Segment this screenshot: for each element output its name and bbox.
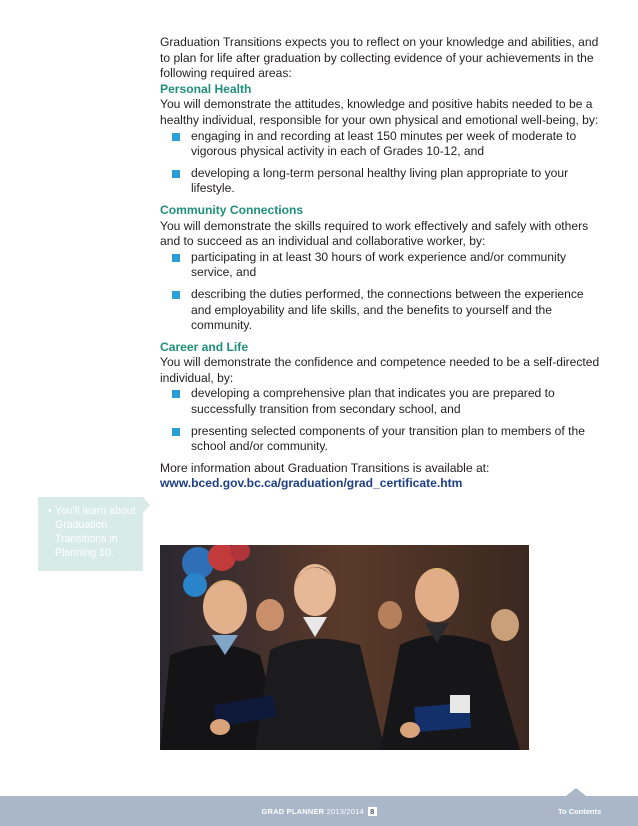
list-item [172, 129, 605, 160]
footer-tab-icon [566, 788, 586, 796]
sidebar-note-text: You'll learn about Graduation Transitions in Planning 10. [55, 505, 136, 559]
list-item [172, 250, 605, 281]
list-item-text: participating in at least 30 hours of work experience and/or community service, and [191, 249, 567, 280]
sidebar-note [38, 497, 143, 571]
square-bullet-icon [172, 170, 180, 178]
square-bullet-icon [172, 133, 180, 141]
more-info-text: More information about Graduation Transitions is available at: [160, 460, 490, 475]
section-personal-health [160, 82, 605, 197]
page-number: 8 [370, 807, 375, 816]
section-paragraph: You will demonstrate the skills required to work effectively and safely with others and to succeed as an individual and collaborative worker, by: [160, 218, 589, 249]
graduates-photo-illustration [160, 545, 529, 750]
section-heading: Community Connections [160, 202, 304, 217]
section-heading: Personal Health [160, 81, 252, 96]
list-item-text: presenting selected components of your transition plan to members of the school and/or community. [191, 423, 585, 454]
list-item [172, 386, 605, 417]
footer-year: 2013/2014 [326, 807, 364, 816]
graduates-photo [160, 545, 529, 750]
square-bullet-icon [172, 390, 180, 398]
list-item-text: describing the duties performed, the connections between the experience and employability and life skills, and the benefits to yourself and the community. [191, 286, 584, 333]
list-item-text: engaging in and recording at least 150 minutes per week of moderate to vigorous physical activity in each of Grades 10-12, and [191, 128, 577, 159]
list-item-text: developing a comprehensive plan that indicates you are prepared to successfully transition from secondary school, and [191, 386, 555, 417]
list-item [172, 166, 605, 197]
list-item-text: developing a long-term personal healthy living plan appropriate to your lifestyle. [191, 165, 569, 196]
section-heading: Career and Life [160, 339, 249, 354]
square-bullet-icon [172, 291, 180, 299]
section-paragraph: You will demonstrate the attitudes, knowledge and positive habits needed to be a healthy individual, responsible for your own physical and emotional well-being, by: [160, 97, 599, 127]
section-paragraph: You will demonstrate the confidence and competence needed to be a self-directed individual, by: [160, 355, 600, 385]
bullet-list [172, 250, 605, 334]
sidebar-pointer [143, 497, 150, 513]
to-contents-link[interactable]: To Contents [558, 807, 602, 816]
list-item [172, 424, 605, 455]
intro-paragraph: Graduation Transitions expects you to reflect on your knowledge and abilities, and to plan for life after graduation by collecting evidence of your achievements in the following required areas: [160, 35, 599, 81]
square-bullet-icon [172, 254, 180, 262]
footer-page-label [0, 807, 638, 816]
bullet-dot-icon: • [48, 505, 52, 517]
footer-title: GRAD PLANNER [261, 807, 325, 816]
section-career-and-life [160, 340, 605, 455]
section-community-connections [160, 203, 605, 334]
sidebar-note-item [48, 504, 137, 560]
list-item [172, 287, 605, 334]
grad-certificate-link[interactable]: www.bced.gov.bc.ca/graduation/grad_certificate.htm [160, 476, 463, 491]
main-content [160, 35, 605, 492]
square-bullet-icon [172, 428, 180, 436]
bullet-list [172, 386, 605, 454]
bullet-list [172, 129, 605, 197]
